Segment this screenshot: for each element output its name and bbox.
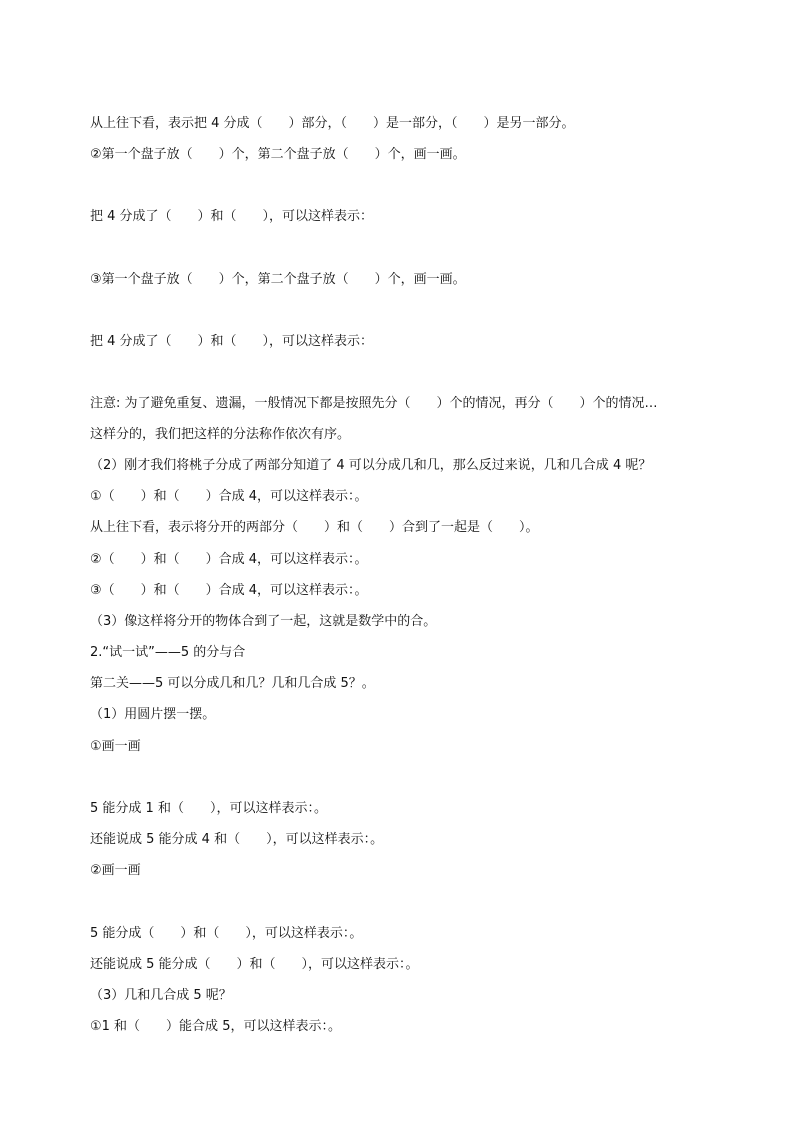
text-line: 从上往下看，表示将分开的两部分（ ）和（ ）合到了一起是（ ）。 <box>90 520 539 535</box>
text-line: 5 能分成（ ）和（ ），可以这样表示：。 <box>90 926 363 941</box>
text-line: 这样分的，我们把这样的分法称作依次有序。 <box>90 427 351 442</box>
text-line: 把 4 分成了（ ）和（ ），可以这样表示： <box>90 334 374 349</box>
text-line: 还能说成 5 能分成 4 和（ ），可以这样表示：。 <box>90 832 384 847</box>
text-line: ①画一画 <box>90 739 141 754</box>
text-line: ①（ ）和（ ）合成 4，可以这样表示：。 <box>90 489 368 504</box>
text-line: 还能说成 5 能分成（ ）和（ ），可以这样表示：。 <box>90 957 419 972</box>
text-line: （3）几和几合成 5 呢？ <box>90 988 232 1003</box>
text-line: 第二关——5 可以分成几和几？几和几合成 5？。 <box>90 676 375 691</box>
text-line: 注意: 为了避免重复、遗漏，一般情况下都是按照先分（ ）个的情况，再分（ ）个的情况… <box>90 396 658 411</box>
text-line: （3）像这样将分开的物体合到了一起，这就是数学中的合。 <box>90 614 437 629</box>
text-line: 2.“试一试”——5 的分与合 <box>90 645 246 660</box>
text-line: ②第一个盘子放（ ）个，第二个盘子放（ ）个，画一画。 <box>90 147 466 162</box>
text-line: （1）用圆片摆一摆。 <box>90 707 216 722</box>
text-line: ③第一个盘子放（ ）个，第二个盘子放（ ）个，画一画。 <box>90 272 466 287</box>
text-line: ②画一画 <box>90 863 141 878</box>
text-line: 从上往下看，表示把 4 分成（ ）部分，（ ）是一部分，（ ）是另一部分。 <box>90 116 575 131</box>
text-line: 5 能分成 1 和（ ），可以这样表示：。 <box>90 801 327 816</box>
text-line: 把 4 分成了（ ）和（ ），可以这样表示： <box>90 209 374 224</box>
text-line: ③（ ）和（ ）合成 4，可以这样表示：。 <box>90 583 368 598</box>
text-line: （2）刚才我们将桃子分成了两部分知道了 4 可以分成几和几，那么反过来说，几和几合成 4 呢？ <box>90 458 652 473</box>
text-line: ②（ ）和（ ）合成 4，可以这样表示：。 <box>90 552 368 567</box>
text-line: ①1 和（ ）能合成 5，可以这样表示：。 <box>90 1019 341 1034</box>
